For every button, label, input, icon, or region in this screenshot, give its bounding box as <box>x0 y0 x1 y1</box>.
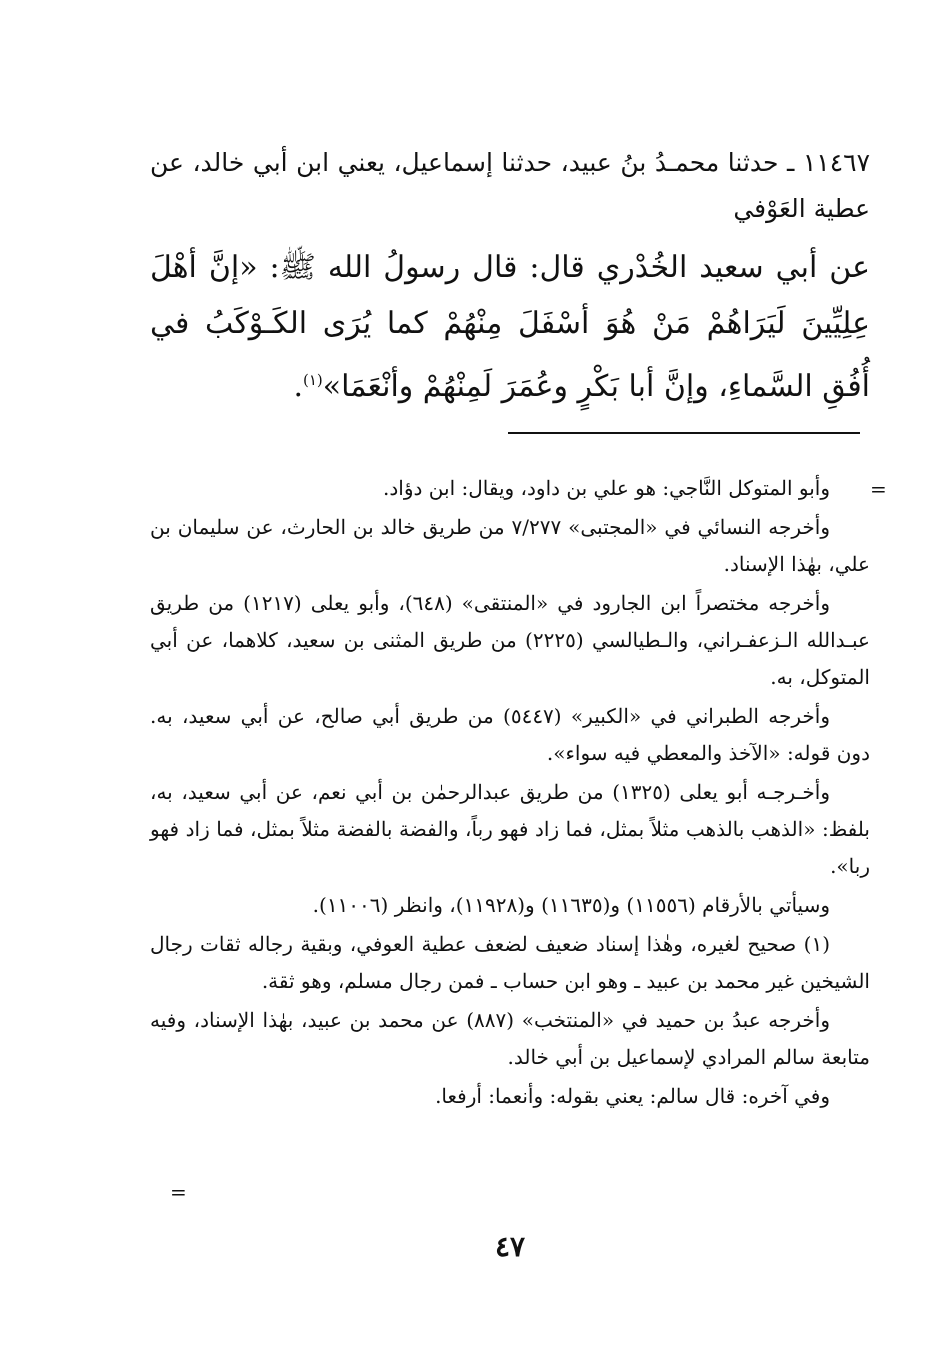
footnote-paragraph: وسيأتي بالأرقام (١١٥٥٦) و(١١٦٣٥) و(١١٩٢٨)، وانظر (١١٠٠٦). <box>312 893 830 917</box>
footnote-paragraph: وأخـرجـه أبو يعلى (١٣٢٥) من طريق عبدالرحمٰن بن أبي نعم، عن أبي سعيد، به، بلفظ: «الذهب بالذهب مثلاً بمثل، فما زاد فهو رباً، والفضة بالفضة مثلاً بمثل، فما زاد فهو ربا». <box>150 780 870 878</box>
footnote-marker: (١) <box>303 371 323 389</box>
footnote-paragraph: وأبو المتوكل النَّاجي: هو علي بن داود، ويقال: ابن دؤاد. <box>383 476 830 500</box>
footnote-paragraph: وأخرجه عبدُ بن حميد في «المنتخب» (٨٨٧) عن محمد بن عبيد، بهٰذا الإسناد، وفيه متابعة سالم المرادي لإسماعيل بن أبي خالد. <box>150 1008 870 1069</box>
footnotes <box>150 470 870 1117</box>
footnote-paragraph: وفي آخره: قال سالم: يعني بقوله: وأنعما: أرفعا. <box>435 1084 830 1108</box>
hadith-text: عن أبي سعيد الخُدْري قال: قال رسولُ الله ﷺ: «إنَّ أهْلَ عِلِيِّينَ لَيَرَاهُمْ مَنْ هُوَ أسْفَلَ مِنْهُمْ كما يُرَى الكَـوْكَبُ في أُفُقِ السَّماءِ، وإنَّ أبا بَكْرٍ وعُمَرَ لَمِنْهُمْ وأنْعَمَا»$^{(١)}$. <box>150 250 870 404</box>
footnote-paragraph: (١) صحيح لغيره، وهٰذا إسناد ضعيف لضعف عطية العوفي، وبقية رجاله ثقات رجال الشيخين غير محمد بن عبيد ـ وهو ابن حساب ـ فمن رجال مسلم، وهو ثقة. <box>150 932 870 993</box>
page-number: ٤٧ <box>494 1230 526 1263</box>
footnote-paragraph: وأخرجه النسائي في «المجتبى» ٧/٢٧٧ من طريق خالد بن الحارث، عن سليمان بن علي، بهٰذا الإسناد. <box>150 515 870 576</box>
page-content <box>150 140 887 1320</box>
footnote-paragraph: وأخرجه مختصراً ابن الجارود في «المنتقى» (٦٤٨)، وأبو يعلى (١٢١٧) من طريق عبـدالله الـزعفـراني، والـطيالسي (٢٢٢٥) من طريق المثنى بن سعيد، كلاهما، عن أبي المتوكل، به. <box>150 591 870 689</box>
hadith-header: ١١٤٦٧ ـ حدثنا محمـدُ بنُ عبيد، حدثنا إسماعيل، يعني ابن أبي خالد، عن عطية العَوْفي <box>150 148 870 223</box>
continuation-mark-top: = <box>870 477 887 501</box>
footnote-paragraph: وأخرجه الطبراني في «الكبير» (٥٤٤٧) من طريق أبي صالح، عن أبي سعيد، به. دون قوله: «الآخذ والمعطي فيه سواء». <box>150 704 870 765</box>
footnote-divider <box>508 432 860 434</box>
continuation-mark-bottom: = <box>170 1180 187 1204</box>
hadith-text-body: عن أبي سعيد الخُدْري قال: قال رسولُ الله ﷺ: «إنَّ أهْلَ عِلِيِّينَ لَيَرَاهُمْ مَنْ هُوَ أسْفَلَ مِنْهُمْ كما يُرَى الكَـوْكَبُ في أُفُقِ السَّماءِ، وإنَّ أبا بَكْرٍ وعُمَرَ لَمِنْهُمْ وأنْعَمَا» <box>150 250 870 404</box>
